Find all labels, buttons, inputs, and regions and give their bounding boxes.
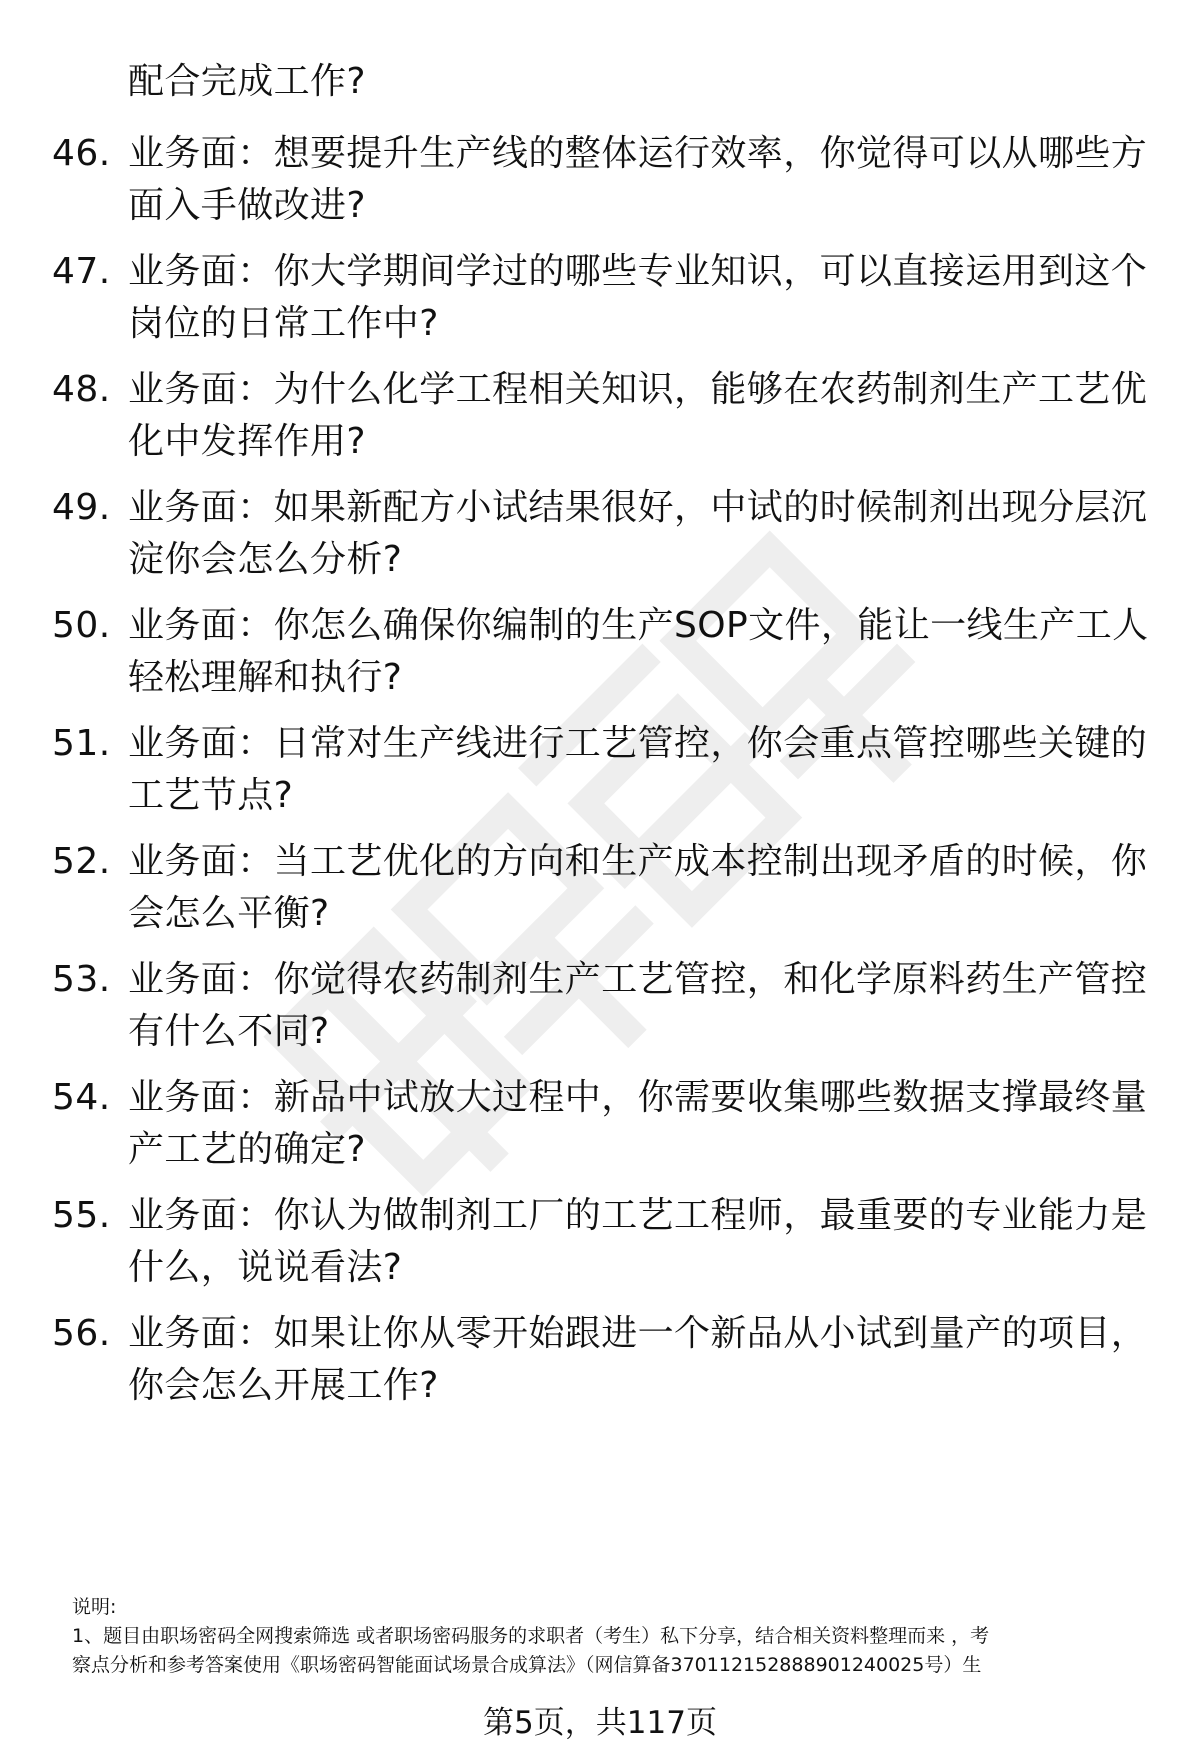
page-number: 第5页，共117页: [483, 1705, 717, 1741]
question-text-line: 业务面：你觉得农药制剂生产工艺管控，和化学原料药生产管控: [128, 959, 1148, 1000]
question-text-line: 什么，说说看法?: [128, 1247, 403, 1288]
question-text-line: 面入手做改进?: [128, 185, 366, 226]
notes-heading: 说明:: [72, 1596, 117, 1618]
question-text-line: 业务面：你怎么确保你编制的生产SOP文件，能让一线生产工人: [128, 605, 1149, 646]
question-number: 48.: [52, 369, 111, 410]
question-number: 47.: [52, 251, 111, 292]
question-text-line: 业务面：日常对生产线进行工艺管控，你会重点管控哪些关键的: [128, 723, 1148, 764]
question-text-line: 业务面：如果新配方小试结果很好，中试的时候制剂出现分层沉: [128, 487, 1148, 528]
question-text-line: 配合完成工作?: [128, 61, 366, 102]
question-text-line: 有什么不同?: [128, 1011, 330, 1052]
question-text-line: 会怎么平衡?: [128, 893, 330, 934]
question-text-line: 业务面：你认为做制剂工厂的工艺工程师，最重要的专业能力是: [128, 1195, 1148, 1236]
question-text-line: 淀你会怎么分析?: [128, 539, 403, 580]
notes-line: 察点分析和参考答案使用《职场密码智能面试场景合成算法》（网信算备370112152888901240025号）生: [72, 1654, 982, 1676]
question-number: 53.: [52, 959, 111, 1000]
notes-section: [72, 1593, 1157, 1680]
question-text-line: 业务面：想要提升生产线的整体运行效率，你觉得可以从哪些方: [128, 133, 1148, 174]
question-number: 55.: [52, 1195, 111, 1236]
question-text-line: 业务面：新品中试放大过程中，你需要收集哪些数据支撑最终量: [128, 1077, 1148, 1118]
notes-line: 1、题目由职场密码全网搜索筛选 或者职场密码服务的求职者（考生）私下分享，结合相关资料整理而来 ，考: [72, 1625, 990, 1647]
question-text-line: 业务面：为什么化学工程相关知识，能够在农药制剂生产工艺优: [128, 369, 1148, 410]
question-text-line: 化中发挥作用?: [128, 421, 366, 462]
question-text-line: 产工艺的确定?: [128, 1129, 366, 1170]
question-number: 54.: [52, 1077, 111, 1118]
question-number: 56.: [52, 1313, 111, 1354]
question-number: 50.: [52, 605, 111, 646]
question-number: 49.: [52, 487, 111, 528]
question-number: 51.: [52, 723, 111, 764]
question-number: 52.: [52, 841, 111, 882]
question-text-line: 工艺节点?: [128, 775, 294, 816]
question-text-line: 轻松理解和执行?: [128, 657, 403, 698]
question-text-line: 岗位的日常工作中?: [128, 303, 439, 344]
question-text-line: 业务面：如果让你从零开始跟进一个新品从小试到量产的项目，: [128, 1313, 1148, 1354]
question-text-line: 业务面：你大学期间学过的哪些专业知识，可以直接运用到这个: [128, 251, 1148, 292]
question-text-line: 你会怎么开展工作?: [128, 1365, 439, 1406]
question-text-line: 业务面：当工艺优化的方向和生产成本控制出现矛盾的时候，你: [128, 841, 1148, 882]
question-number: 46.: [52, 133, 111, 174]
